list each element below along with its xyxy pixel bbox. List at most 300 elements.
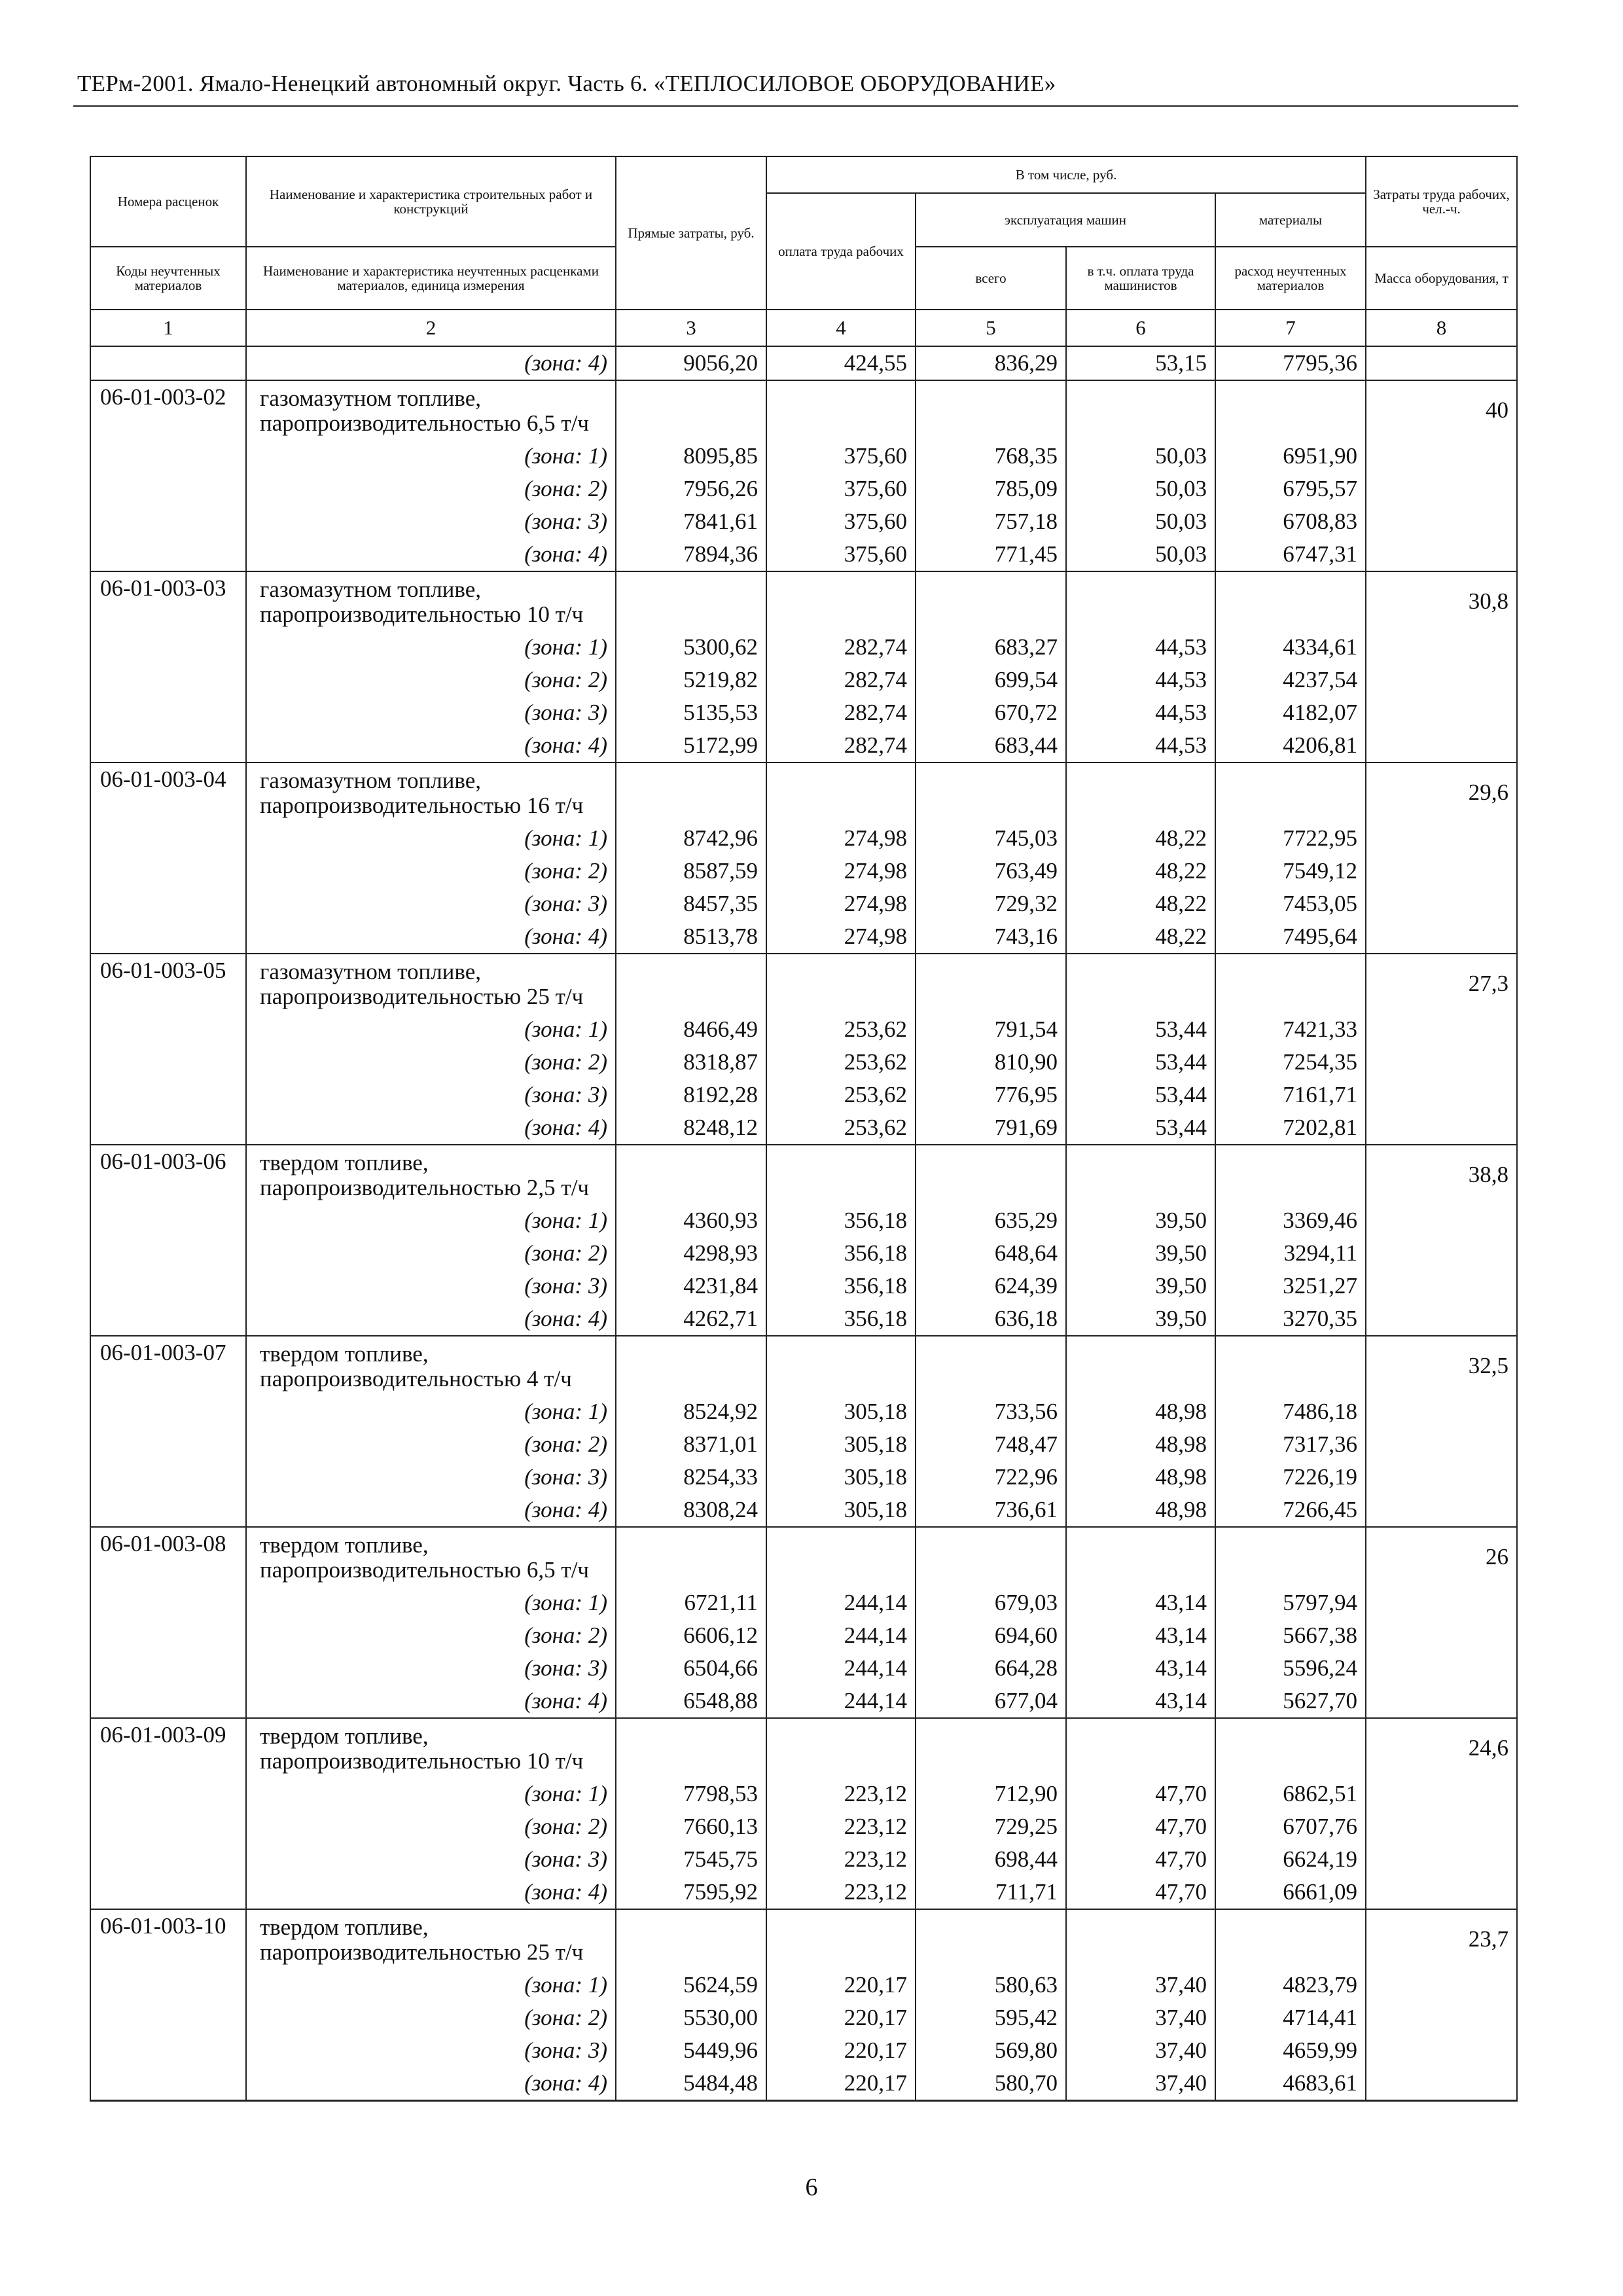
empty-cell <box>1366 888 1517 920</box>
empty-cell <box>90 1046 246 1079</box>
direct-cost: 9056,20 <box>616 346 766 380</box>
materials-value: 5667,38 <box>1215 1619 1366 1652</box>
column-number: 2 <box>246 310 616 346</box>
materials-value: 6708,83 <box>1215 505 1366 538</box>
empty-cell <box>1366 1876 1517 1909</box>
machines-value: 712,90 <box>916 1778 1066 1810</box>
direct-cost: 8318,87 <box>616 1046 766 1079</box>
machine-wages-value: 43,14 <box>1066 1652 1215 1685</box>
empty-cell <box>1066 762 1215 822</box>
direct-cost: 4262,71 <box>616 1302 766 1336</box>
empty-cell <box>1366 1461 1517 1494</box>
materials-value: 4237,54 <box>1215 664 1366 696</box>
machines-value: 580,70 <box>916 2067 1066 2101</box>
empty-cell <box>90 920 246 954</box>
empty-cell <box>1366 538 1517 571</box>
empty-cell <box>90 1395 246 1428</box>
materials-value: 6862,51 <box>1215 1778 1366 1810</box>
work-description: газомазутном топливе, паропроизводительностью 10 т/ч <box>246 571 616 631</box>
direct-cost: 4231,84 <box>616 1270 766 1302</box>
materials-value: 5596,24 <box>1215 1652 1366 1685</box>
machine-wages-value: 39,50 <box>1066 1302 1215 1336</box>
wages-value: 274,98 <box>766 920 916 954</box>
materials-value: 4823,79 <box>1215 1969 1366 2001</box>
table-row <box>90 1843 1517 1876</box>
materials-value: 7317,36 <box>1215 1428 1366 1461</box>
machines-value: 763,49 <box>916 855 1066 888</box>
direct-cost: 5484,48 <box>616 2067 766 2101</box>
zone-label: (зона: 4) <box>246 1685 616 1718</box>
empty-cell <box>916 954 1066 1013</box>
empty-cell <box>90 888 246 920</box>
table-row <box>90 1237 1517 1270</box>
wages-value: 305,18 <box>766 1428 916 1461</box>
machines-value: 624,39 <box>916 1270 1066 1302</box>
empty-cell <box>1215 1336 1366 1395</box>
table-row <box>90 2067 1517 2101</box>
empty-cell <box>90 440 246 473</box>
empty-cell <box>1366 1111 1517 1145</box>
table-row <box>90 1461 1517 1494</box>
materials-value: 7226,19 <box>1215 1461 1366 1494</box>
zone-label: (зона: 2) <box>246 473 616 505</box>
header-material-codes: Коды неучтенных материалов <box>90 247 246 310</box>
empty-cell <box>1366 1237 1517 1270</box>
header-machines: эксплуатация машин <box>916 193 1215 247</box>
machine-wages-value: 53,44 <box>1066 1079 1215 1111</box>
empty-cell <box>90 855 246 888</box>
wages-value: 253,62 <box>766 1079 916 1111</box>
direct-cost: 5530,00 <box>616 2001 766 2034</box>
table-row <box>90 1111 1517 1145</box>
machine-wages-value: 37,40 <box>1066 2067 1215 2101</box>
empty-cell <box>766 1527 916 1587</box>
machine-wages-value: 48,98 <box>1066 1395 1215 1428</box>
machine-wages-value: 47,70 <box>1066 1778 1215 1810</box>
empty-cell <box>1366 440 1517 473</box>
empty-cell <box>1366 1046 1517 1079</box>
empty-cell <box>1366 1302 1517 1336</box>
wages-value: 220,17 <box>766 1969 916 2001</box>
empty-cell <box>1215 762 1366 822</box>
zone-label: (зона: 2) <box>246 1046 616 1079</box>
empty-cell <box>916 1527 1066 1587</box>
work-description: газомазутном топливе, паропроизводительностью 25 т/ч <box>246 954 616 1013</box>
rate-group-row <box>90 380 1517 440</box>
wages-value: 244,14 <box>766 1685 916 1718</box>
wages-value: 305,18 <box>766 1395 916 1428</box>
materials-value: 4659,99 <box>1215 2034 1366 2067</box>
rate-code <box>90 346 246 380</box>
machines-value: 748,47 <box>916 1428 1066 1461</box>
empty-cell <box>1366 505 1517 538</box>
materials-value: 6624,19 <box>1215 1843 1366 1876</box>
machines-value: 699,54 <box>916 664 1066 696</box>
empty-cell <box>90 1013 246 1046</box>
machines-value: 729,32 <box>916 888 1066 920</box>
column-number: 7 <box>1215 310 1366 346</box>
machine-wages-value: 50,03 <box>1066 505 1215 538</box>
zone-label: (зона: 1) <box>246 1013 616 1046</box>
empty-cell <box>90 729 246 762</box>
machines-value: 636,18 <box>916 1302 1066 1336</box>
direct-cost: 7894,36 <box>616 538 766 571</box>
empty-cell <box>916 380 1066 440</box>
wages-value: 356,18 <box>766 1302 916 1336</box>
machine-wages-value: 44,53 <box>1066 696 1215 729</box>
direct-cost: 6721,11 <box>616 1587 766 1619</box>
empty-cell <box>90 505 246 538</box>
machine-wages-value: 44,53 <box>1066 729 1215 762</box>
header-divider <box>73 105 1518 107</box>
machines-value: 736,61 <box>916 1494 1066 1527</box>
wages-value: 253,62 <box>766 1046 916 1079</box>
zone-label: (зона: 3) <box>246 1652 616 1685</box>
machines-value: 768,35 <box>916 440 1066 473</box>
table-row <box>90 1810 1517 1843</box>
empty-cell <box>90 1428 246 1461</box>
empty-cell <box>1366 1969 1517 2001</box>
machines-value: 635,29 <box>916 1204 1066 1237</box>
empty-cell <box>90 538 246 571</box>
empty-cell <box>916 571 1066 631</box>
empty-cell <box>1366 1494 1517 1527</box>
rate-code: 06-01-003-06 <box>90 1145 246 1204</box>
machines-value: 743,16 <box>916 920 1066 954</box>
direct-cost: 5135,53 <box>616 696 766 729</box>
table-row <box>90 1652 1517 1685</box>
empty-cell <box>1215 1527 1366 1587</box>
table-row <box>90 1046 1517 1079</box>
empty-cell <box>1366 1428 1517 1461</box>
empty-cell <box>1066 1909 1215 1969</box>
machines-value: 694,60 <box>916 1619 1066 1652</box>
empty-cell <box>1366 1204 1517 1237</box>
machine-wages-value: 48,98 <box>1066 1461 1215 1494</box>
header-direct-costs: Прямые затраты, руб. <box>616 156 766 310</box>
empty-cell <box>90 1587 246 1619</box>
empty-cell <box>90 2067 246 2101</box>
empty-cell <box>1366 631 1517 664</box>
materials-value: 7254,35 <box>1215 1046 1366 1079</box>
wages-value: 220,17 <box>766 2067 916 2101</box>
header-rate-number: Номера расценок <box>90 156 246 247</box>
wages-value: 223,12 <box>766 1843 916 1876</box>
machine-wages-value: 48,98 <box>1066 1494 1215 1527</box>
empty-cell <box>1066 954 1215 1013</box>
zone-label: (зона: 4) <box>246 346 616 380</box>
labor-value: 24,6 <box>1366 1718 1517 1778</box>
machines-value: 810,90 <box>916 1046 1066 1079</box>
labor-value: 30,8 <box>1366 571 1517 631</box>
machines-value: 580,63 <box>916 1969 1066 2001</box>
empty-cell <box>766 762 916 822</box>
work-description: твердом топливе, паропроизводительностью 2,5 т/ч <box>246 1145 616 1204</box>
zone-label: (зона: 3) <box>246 1079 616 1111</box>
labor-value: 27,3 <box>1366 954 1517 1013</box>
wages-value: 244,14 <box>766 1587 916 1619</box>
table-row <box>90 2001 1517 2034</box>
materials-value: 7202,81 <box>1215 1111 1366 1145</box>
empty-cell <box>90 1778 246 1810</box>
empty-cell <box>90 1111 246 1145</box>
machine-wages-value: 37,40 <box>1066 1969 1215 2001</box>
empty-cell <box>766 571 916 631</box>
empty-cell <box>90 1969 246 2001</box>
machines-value: 791,69 <box>916 1111 1066 1145</box>
machines-value: 711,71 <box>916 1876 1066 1909</box>
rate-group-row <box>90 1145 1517 1204</box>
empty-cell <box>1366 664 1517 696</box>
materials-value: 7549,12 <box>1215 855 1366 888</box>
materials-value: 7486,18 <box>1215 1395 1366 1428</box>
empty-cell <box>1366 1685 1517 1718</box>
rate-code: 06-01-003-07 <box>90 1336 246 1395</box>
header-material-name: Наименование и характеристика неучтенных расценками материалов, единица измерения <box>246 247 616 310</box>
machines-value: 679,03 <box>916 1587 1066 1619</box>
wages-value: 220,17 <box>766 2001 916 2034</box>
empty-cell <box>766 380 916 440</box>
rate-group-row <box>90 1718 1517 1778</box>
machine-wages-value: 43,14 <box>1066 1587 1215 1619</box>
machine-wages-value: 44,53 <box>1066 664 1215 696</box>
materials-value: 6707,76 <box>1215 1810 1366 1843</box>
empty-cell <box>916 1909 1066 1969</box>
machine-wages-value: 39,50 <box>1066 1237 1215 1270</box>
empty-cell <box>90 1461 246 1494</box>
table-row <box>90 1969 1517 2001</box>
materials-value: 6951,90 <box>1215 440 1366 473</box>
machine-wages-value: 48,22 <box>1066 920 1215 954</box>
zone-label: (зона: 2) <box>246 664 616 696</box>
empty-cell <box>1366 2067 1517 2101</box>
rate-code: 06-01-003-02 <box>90 380 246 440</box>
header-labor-costs: Затраты труда рабочих, чел.-ч. <box>1366 156 1517 247</box>
wages-value: 305,18 <box>766 1494 916 1527</box>
materials-value: 5627,70 <box>1215 1685 1366 1718</box>
labor-value: 40 <box>1366 380 1517 440</box>
machines-value: 670,72 <box>916 696 1066 729</box>
machines-value: 722,96 <box>916 1461 1066 1494</box>
rate-code: 06-01-003-04 <box>90 762 246 822</box>
materials-value: 6661,09 <box>1215 1876 1366 1909</box>
table-row <box>90 1428 1517 1461</box>
zone-label: (зона: 4) <box>246 729 616 762</box>
empty-cell <box>1066 571 1215 631</box>
rate-group-row <box>90 1336 1517 1395</box>
machine-wages-value: 43,14 <box>1066 1619 1215 1652</box>
machine-wages-value: 43,14 <box>1066 1685 1215 1718</box>
table-row <box>90 1079 1517 1111</box>
empty-cell <box>90 1685 246 1718</box>
rate-group-row <box>90 1527 1517 1587</box>
empty-cell <box>90 664 246 696</box>
work-description: газомазутном топливе, паропроизводительностью 16 т/ч <box>246 762 616 822</box>
direct-cost: 8095,85 <box>616 440 766 473</box>
zone-label: (зона: 3) <box>246 888 616 920</box>
header-machine-operators-wages: в т.ч. оплата труда машинистов <box>1066 247 1215 310</box>
machine-wages-value: 48,98 <box>1066 1428 1215 1461</box>
table-body <box>90 346 1517 2101</box>
empty-cell <box>616 762 766 822</box>
zone-label: (зона: 3) <box>246 1843 616 1876</box>
zone-label: (зона: 4) <box>246 920 616 954</box>
materials-value: 7266,45 <box>1215 1494 1366 1527</box>
column-number: 6 <box>1066 310 1215 346</box>
rate-code: 06-01-003-09 <box>90 1718 246 1778</box>
wages-value: 356,18 <box>766 1270 916 1302</box>
direct-cost: 8742,96 <box>616 822 766 855</box>
empty-cell <box>90 473 246 505</box>
wages-value: 244,14 <box>766 1652 916 1685</box>
empty-cell <box>766 1718 916 1778</box>
header-including: В том числе, руб. <box>766 156 1366 193</box>
wages-value: 282,74 <box>766 631 916 664</box>
empty-cell <box>616 1909 766 1969</box>
machines-value: 836,29 <box>916 346 1066 380</box>
direct-cost: 8371,01 <box>616 1428 766 1461</box>
empty-cell <box>90 2001 246 2034</box>
direct-cost: 4360,93 <box>616 1204 766 1237</box>
empty-cell <box>90 1237 246 1270</box>
table-row <box>90 855 1517 888</box>
work-description: твердом топливе, паропроизводительностью 25 т/ч <box>246 1909 616 1969</box>
rate-group-row <box>90 1909 1517 1969</box>
labor-value: 23,7 <box>1366 1909 1517 1969</box>
empty-cell <box>1366 1013 1517 1046</box>
machines-value: 791,54 <box>916 1013 1066 1046</box>
empty-cell <box>90 1270 246 1302</box>
empty-cell <box>1366 1395 1517 1428</box>
empty-cell <box>90 631 246 664</box>
table-row <box>90 1876 1517 1909</box>
machines-value: 648,64 <box>916 1237 1066 1270</box>
table-row <box>90 1494 1517 1527</box>
table-row <box>90 822 1517 855</box>
empty-cell <box>90 1843 246 1876</box>
zone-label: (зона: 2) <box>246 855 616 888</box>
header-machines-total: всего <box>916 247 1066 310</box>
empty-cell <box>1066 1145 1215 1204</box>
zone-label: (зона: 4) <box>246 1494 616 1527</box>
zone-label: (зона: 1) <box>246 1395 616 1428</box>
rates-table <box>90 156 1518 2102</box>
machines-value: 771,45 <box>916 538 1066 571</box>
empty-cell <box>1366 855 1517 888</box>
zone-label: (зона: 1) <box>246 1778 616 1810</box>
zone-label: (зона: 2) <box>246 1619 616 1652</box>
empty-cell <box>1366 1079 1517 1111</box>
empty-cell <box>1366 920 1517 954</box>
machines-value: 683,27 <box>916 631 1066 664</box>
direct-cost: 7841,61 <box>616 505 766 538</box>
wages-value: 282,74 <box>766 729 916 762</box>
machines-value: 745,03 <box>916 822 1066 855</box>
empty-cell <box>1066 1527 1215 1587</box>
empty-cell <box>90 1876 246 1909</box>
rate-group-row <box>90 762 1517 822</box>
zone-label: (зона: 1) <box>246 1969 616 2001</box>
column-number: 1 <box>90 310 246 346</box>
page-number: 6 <box>805 2174 818 2201</box>
direct-cost: 7798,53 <box>616 1778 766 1810</box>
machine-wages-value: 48,22 <box>1066 855 1215 888</box>
zone-label: (зона: 3) <box>246 2034 616 2067</box>
work-description: твердом топливе, паропроизводительностью 10 т/ч <box>246 1718 616 1778</box>
empty-cell <box>1215 1145 1366 1204</box>
materials-value: 6795,57 <box>1215 473 1366 505</box>
materials-value: 7495,64 <box>1215 920 1366 954</box>
table-row <box>90 1270 1517 1302</box>
machines-value: 683,44 <box>916 729 1066 762</box>
direct-cost: 8513,78 <box>616 920 766 954</box>
machines-value: 733,56 <box>916 1395 1066 1428</box>
wages-value: 356,18 <box>766 1237 916 1270</box>
wages-value: 274,98 <box>766 855 916 888</box>
work-description: твердом топливе, паропроизводительностью 6,5 т/ч <box>246 1527 616 1587</box>
table-row <box>90 664 1517 696</box>
empty-cell <box>766 1145 916 1204</box>
wages-value: 220,17 <box>766 2034 916 2067</box>
empty-cell <box>1066 380 1215 440</box>
wages-value: 253,62 <box>766 1013 916 1046</box>
materials-value: 3294,11 <box>1215 1237 1366 1270</box>
direct-cost: 6548,88 <box>616 1685 766 1718</box>
direct-cost: 5624,59 <box>616 1969 766 2001</box>
wages-value: 244,14 <box>766 1619 916 1652</box>
table-row <box>90 1587 1517 1619</box>
zone-label: (зона: 4) <box>246 538 616 571</box>
empty-cell <box>1215 571 1366 631</box>
table-row <box>90 440 1517 473</box>
table-row <box>90 1013 1517 1046</box>
column-number: 3 <box>616 310 766 346</box>
empty-cell <box>916 1145 1066 1204</box>
column-number: 8 <box>1366 310 1517 346</box>
empty-cell <box>1366 696 1517 729</box>
empty-cell <box>90 1810 246 1843</box>
direct-cost: 5219,82 <box>616 664 766 696</box>
zone-label: (зона: 4) <box>246 1876 616 1909</box>
work-description: газомазутном топливе, паропроизводительностью 6,5 т/ч <box>246 380 616 440</box>
machines-value: 757,18 <box>916 505 1066 538</box>
table-row <box>90 1204 1517 1237</box>
wages-value: 424,55 <box>766 346 916 380</box>
zone-label: (зона: 2) <box>246 2001 616 2034</box>
labor-value: 26 <box>1366 1527 1517 1587</box>
zone-label: (зона: 1) <box>246 1587 616 1619</box>
materials-value: 6747,31 <box>1215 538 1366 571</box>
zone-label: (зона: 4) <box>246 1302 616 1336</box>
machines-value: 729,25 <box>916 1810 1066 1843</box>
empty-cell <box>90 2034 246 2067</box>
machines-value: 595,42 <box>916 2001 1066 2034</box>
wages-value: 223,12 <box>766 1778 916 1810</box>
machines-value: 569,80 <box>916 2034 1066 2067</box>
machines-value: 776,95 <box>916 1079 1066 1111</box>
direct-cost: 8457,35 <box>616 888 766 920</box>
empty-cell <box>1366 2001 1517 2034</box>
empty-cell <box>1066 1718 1215 1778</box>
machine-wages-value: 53,44 <box>1066 1111 1215 1145</box>
rate-code: 06-01-003-05 <box>90 954 246 1013</box>
direct-cost: 8524,92 <box>616 1395 766 1428</box>
direct-cost: 4298,93 <box>616 1237 766 1270</box>
header-equipment-mass: Масса оборудования, т <box>1366 247 1517 310</box>
table-row <box>90 696 1517 729</box>
empty-cell <box>90 1302 246 1336</box>
wages-value: 253,62 <box>766 1111 916 1145</box>
